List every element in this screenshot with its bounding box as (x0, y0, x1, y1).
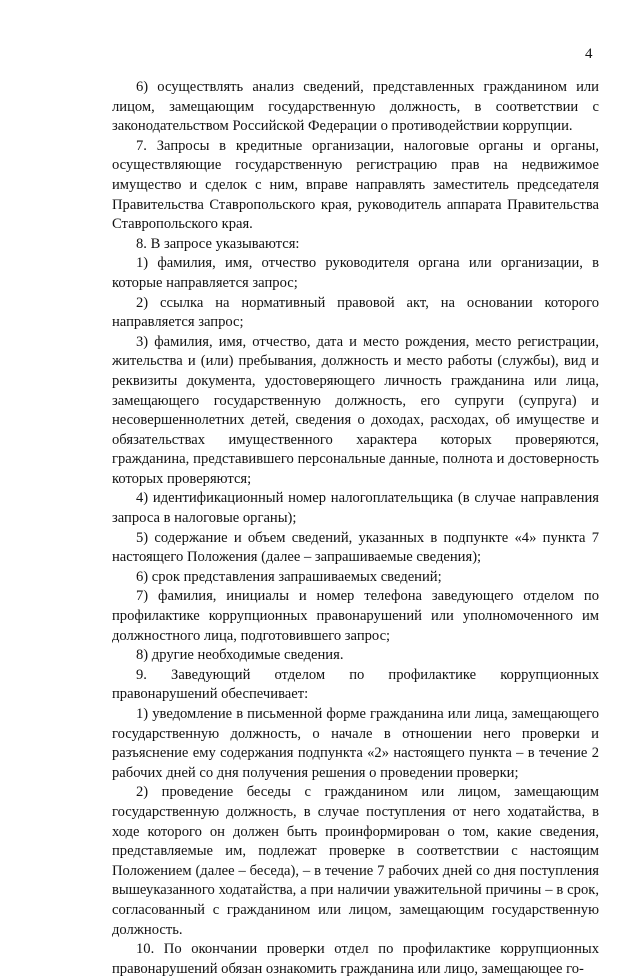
paragraph-8-item-8: 8) другие необходимые сведения. (136, 647, 344, 664)
paragraph-8-item-4: 4) идентификационный номер налогоплательщика (в случае направления запроса в налоговые органы); (112, 490, 599, 527)
paragraph-7-requests: 7. Запросы в кредитные организации, налоговые органы и органы, осуществляющие государственную регистрацию прав на недвижимое имущество и сделок с ним, вправе направлять заместитель председателя Правительства Ставропольского края, руководитель аппарата Правительства Ставропольского края. (112, 137, 599, 233)
paragraph-8-item-1: 1) фамилия, имя, отчество руководителя органа или организации, в которые направляется запрос; (112, 255, 599, 291)
paragraph-10: 10. По окончании проверки отдел по профилактике коррупционных правонарушений обязан ознакомить гражданина или лицо, замещающее го- (112, 941, 599, 977)
paragraph-8-heading: 8. В запросе указываются: (136, 235, 300, 252)
paragraph-9-heading: 9. Заведующий отделом по профилактике коррупционных правонарушений обеспечивает: (112, 666, 599, 703)
paragraph-9-item-1: 1) уведомление в письменной форме гражданина или лица, замещающего государственную должность, о начале в отношении него проверки и разъяснение ему содержания подпункта «2» настоящего пункта – в течение 2 рабочих дней со дня получения решения о проведении проверки; (112, 706, 599, 781)
paragraph-8-item-6: 6) срок представления запрашиваемых сведений; (136, 568, 442, 585)
paragraph-8-item-2: 2) ссылка на нормативный правовой акт, на основании которого направляется запрос; (112, 294, 599, 331)
page-number: 4 (585, 46, 593, 62)
paragraph-8-item-3: 3) фамилия, имя, отчество, дата и место рождения, место регистрации, жительства и (или) пребывания, должность и место работы (службы), вид и реквизиты документа, удостоверяющего личность гражданина или лица, замещающего государственную должность, его супруги (супруга) и несовершеннолетних детей, сведения о доходах, расходах, об имуществе и обязательствах имущественного характера которых проверяются, гражданина, представившего персональные данные, полнота и достоверность которых проверяются; (112, 333, 599, 487)
paragraph-8-item-5: 5) содержание и объем сведений, указанных в подпункте «4» пункта 7 настоящего Положения (далее – запрашиваемые сведения); (112, 529, 599, 566)
paragraph-8-item-7: 7) фамилия, инициалы и номер телефона заведующего отделом по профилактике коррупционных правонарушений или уполномоченного им должностного лица, подготовившего запрос; (112, 588, 599, 644)
paragraph-9-item-2: 2) проведение беседы с гражданином или лицом, замещающим государственную должность, в случае поступления от него ходатайства, в ходе которого он должен быть проинформирован о том, какие сведения, представляемые им, подлежат проверке в соответствии с настоящим Положением (далее – беседа), – в течение 7 рабочих дней со дня поступления вышеуказанного ходатайства, а при наличии уважительной причины – в срок, согласованный с гражданином или лицом, замещающим государственную должность. (112, 784, 599, 938)
paragraph-6-analysis: 6) осуществлять анализ сведений, представленных гражданином или лицом, замещающим государственную должность, в соответствии с законодательством Российской Федерации о противодействии коррупции. (112, 79, 599, 135)
document-body (112, 78, 599, 979)
